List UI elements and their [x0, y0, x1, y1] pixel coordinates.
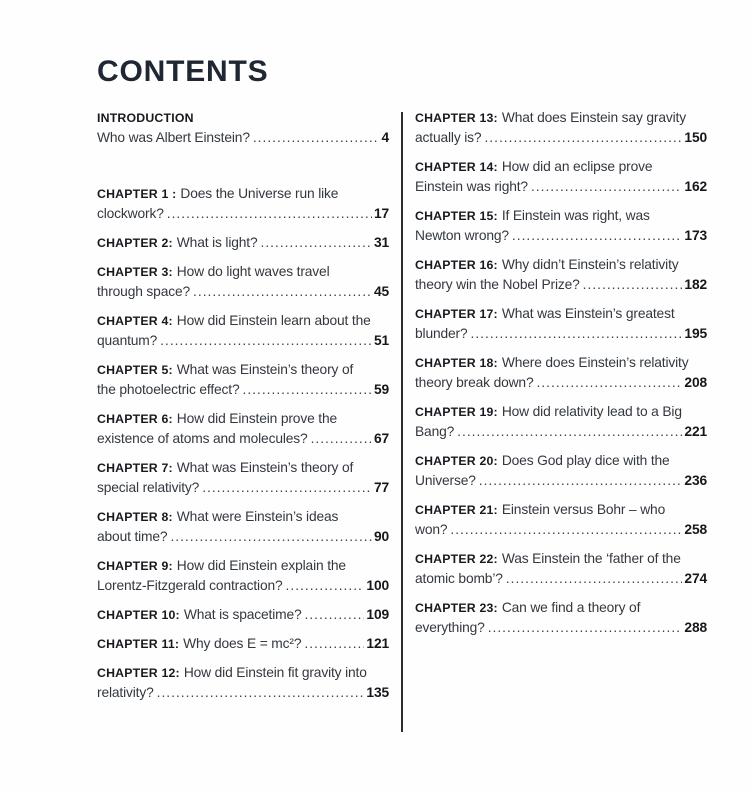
chapter-title: Why does E = mc²? [183, 636, 302, 651]
entry-last-line [97, 282, 389, 302]
chapter-label: CHAPTER 5: [97, 363, 173, 377]
page-number: 59 [373, 382, 389, 397]
page-number: 221 [684, 424, 707, 439]
page-number: 67 [373, 431, 389, 446]
entry-last-line [415, 618, 707, 638]
chapter-title: How did Einstein prove the [176, 411, 338, 426]
chapter-label: CHAPTER 11: [97, 637, 180, 651]
entry-first-line [97, 663, 389, 683]
chapter-label: CHAPTER 12: [97, 666, 180, 680]
chapter-label: CHAPTER 9: [97, 559, 173, 573]
entry-first-line [97, 311, 389, 331]
dot-leader [512, 226, 683, 246]
toc-entry [415, 402, 707, 442]
chapter-label: CHAPTER 15: [415, 209, 498, 223]
toc-entry [415, 304, 707, 344]
toc-entry [97, 233, 389, 253]
page-number: 288 [684, 620, 707, 635]
intro-label: INTRODUCTION [97, 111, 194, 125]
entry-last-line [97, 605, 389, 625]
chapter-label: CHAPTER 3: [97, 265, 173, 279]
chapter-title: What is spacetime? [183, 607, 302, 622]
chapter-label: CHAPTER 13: [415, 111, 498, 125]
dot-leader [311, 429, 372, 449]
page-number: 173 [684, 228, 707, 243]
page-number: 208 [684, 375, 707, 390]
chapter-label: CHAPTER 20: [415, 454, 498, 468]
entry-first-line [97, 360, 389, 380]
page-number: 258 [684, 522, 707, 537]
chapter-title: What was Einstein’s theory of [176, 362, 354, 377]
intro-title: Who was Albert Einstein? [97, 130, 250, 145]
chapter-title: How did an eclipse prove [501, 159, 653, 174]
toc-column-left [97, 108, 389, 712]
page-number: 274 [684, 571, 707, 586]
chapter-title: about time? [97, 529, 168, 544]
entry-last-line [415, 569, 707, 589]
page-number: 182 [684, 277, 707, 292]
toc-entry [97, 634, 389, 654]
entry-last-line [415, 520, 707, 540]
chapter-label: CHAPTER 2: [97, 236, 173, 250]
chapter-title: Why didn’t Einstein’s relativity [501, 257, 679, 272]
entry-last-line [97, 429, 389, 449]
dot-leader [167, 204, 372, 224]
entry-first-line [415, 255, 707, 275]
chapter-label: CHAPTER 17: [415, 307, 498, 321]
page-number: 45 [373, 284, 389, 299]
dot-leader [157, 683, 365, 703]
entry-first-line [97, 262, 389, 282]
toc-entry [415, 549, 707, 589]
chapter-title: theory break down? [415, 375, 534, 390]
entry-last-line [97, 634, 389, 654]
chapter-title: theory win the Nobel Prize? [415, 277, 580, 292]
chapter-title: What does Einstein say gravity [501, 110, 686, 125]
page-number: 162 [684, 179, 707, 194]
chapter-title: Bang? [415, 424, 455, 439]
entry-last-line [97, 380, 389, 400]
entry-first-line [415, 304, 707, 324]
page-number: 77 [373, 480, 389, 495]
chapter-title: through space? [97, 284, 191, 299]
page-number: 150 [684, 130, 707, 145]
dot-leader [253, 128, 380, 148]
entry-last-line [97, 527, 389, 547]
entry-first-line [415, 598, 707, 618]
dot-leader [193, 282, 372, 302]
page-number: 109 [366, 607, 389, 622]
dot-leader [202, 478, 372, 498]
chapter-title: How did relativity lead to a Big [501, 404, 682, 419]
chapter-title: special relativity? [97, 480, 200, 495]
entry-last-line [415, 226, 707, 246]
entry-first-line [97, 507, 389, 527]
chapter-title: What was Einstein’s greatest [501, 306, 675, 321]
toc-entry [415, 451, 707, 491]
entry-first-line [415, 500, 707, 520]
toc-entry [97, 184, 389, 224]
chapter-title: Newton wrong? [415, 228, 509, 243]
page-number: 121 [366, 636, 389, 651]
toc-entry [415, 353, 707, 393]
chapter-label: CHAPTER 18: [415, 356, 498, 370]
dot-leader [479, 471, 683, 491]
toc-entry [415, 598, 707, 638]
chapter-title: Einstein versus Bohr – who [501, 502, 666, 517]
chapter-title: actually is? [415, 130, 482, 145]
chapter-title: atomic bomb’? [415, 571, 503, 586]
entry-last-line [415, 422, 707, 442]
dot-leader [170, 527, 372, 547]
toc-entry [97, 507, 389, 547]
chapter-title: Einstein was right? [415, 179, 528, 194]
chapter-label: CHAPTER 22: [415, 552, 498, 566]
toc-entry [415, 255, 707, 295]
toc-intro-entry [97, 108, 389, 148]
dot-leader [488, 618, 683, 638]
chapter-label: CHAPTER 1 : [97, 187, 177, 201]
toc-column-right [415, 108, 707, 647]
chapter-label: CHAPTER 4: [97, 314, 173, 328]
chapter-label: CHAPTER 19: [415, 405, 498, 419]
entry-last-line [97, 576, 389, 596]
entry-last-line [415, 471, 707, 491]
chapter-title: Does God play dice with the [501, 453, 670, 468]
entry-last-line [415, 324, 707, 344]
entry-last-line [97, 683, 389, 703]
chapter-title: What is light? [176, 235, 258, 250]
entry-last-line [97, 204, 389, 224]
dot-leader [484, 128, 682, 148]
chapter-title: Was Einstein the ‘father of the [501, 551, 681, 566]
chapter-label: CHAPTER 23: [415, 601, 498, 615]
entry-last-line [415, 275, 707, 295]
entry-first-line [415, 108, 707, 128]
toc-entry [97, 605, 389, 625]
entry-first-line [415, 157, 707, 177]
chapter-title: Universe? [415, 473, 476, 488]
page-number: 90 [373, 529, 389, 544]
chapter-title: existence of atoms and molecules? [97, 431, 308, 446]
dot-leader [583, 275, 683, 295]
chapter-title: Can we find a theory of [501, 600, 641, 615]
page-number: 4 [381, 130, 389, 145]
entry-first-line [415, 549, 707, 569]
toc-entry [415, 108, 707, 148]
toc-entry [415, 206, 707, 246]
dot-leader [450, 520, 682, 540]
entry-last-line [97, 233, 389, 253]
dot-leader [457, 422, 682, 442]
chapter-title: Does the Universe run like [180, 186, 339, 201]
chapter-label: CHAPTER 21: [415, 503, 498, 517]
chapter-title: What was Einstein’s theory of [176, 460, 354, 475]
chapter-label: CHAPTER 10: [97, 608, 180, 622]
chapter-title: Lorentz-Fitzgerald contraction? [97, 578, 283, 593]
chapter-title: relativity? [97, 685, 154, 700]
chapter-title: If Einstein was right, was [501, 208, 650, 223]
chapter-label: CHAPTER 8: [97, 510, 173, 524]
toc-entry [97, 360, 389, 400]
dot-leader [531, 177, 682, 197]
entry-last-line [415, 373, 707, 393]
page-title: CONTENTS [97, 55, 269, 88]
entry-last-line [415, 128, 707, 148]
toc-entry [97, 556, 389, 596]
entry-first-line [415, 451, 707, 471]
chapter-title: the photoelectric effect? [97, 382, 240, 397]
toc-entry [97, 409, 389, 449]
chapter-label: CHAPTER 7: [97, 461, 173, 475]
page-number: 195 [684, 326, 707, 341]
chapter-label: CHAPTER 14: [415, 160, 498, 174]
dot-leader [243, 380, 372, 400]
chapter-title: How did Einstein explain the [176, 558, 346, 573]
page-number: 100 [366, 578, 389, 593]
page-number: 31 [373, 235, 389, 250]
entry-first-line [415, 353, 707, 373]
toc-entry [97, 458, 389, 498]
dot-leader [506, 569, 683, 589]
dot-leader [160, 331, 372, 351]
dot-leader [536, 373, 682, 393]
entry-last-line [97, 478, 389, 498]
page-number: 17 [373, 206, 389, 221]
toc-entry [97, 262, 389, 302]
chapter-title: Where does Einstein’s relativity [501, 355, 689, 370]
chapter-title: quantum? [97, 333, 158, 348]
chapter-label: CHAPTER 16: [415, 258, 498, 272]
chapter-label: CHAPTER 6: [97, 412, 173, 426]
chapter-title: clockwork? [97, 206, 164, 221]
entry-last-line [415, 177, 707, 197]
dot-leader [261, 233, 372, 253]
toc-entry [97, 311, 389, 351]
dot-leader [304, 634, 364, 654]
chapter-title: everything? [415, 620, 485, 635]
entry-first-line [97, 458, 389, 478]
page-number: 135 [366, 685, 389, 700]
chapter-title: blunder? [415, 326, 468, 341]
column-divider-rule [401, 112, 403, 732]
chapter-title: How did Einstein fit gravity into [183, 665, 367, 680]
chapter-title: How do light waves travel [176, 264, 330, 279]
entry-last-line [97, 331, 389, 351]
dot-leader [286, 576, 365, 596]
entry-first-line [97, 184, 389, 204]
entry-first-line [97, 556, 389, 576]
dot-leader [471, 324, 683, 344]
page-number: 236 [684, 473, 707, 488]
entry-first-line [415, 402, 707, 422]
page-number: 51 [373, 333, 389, 348]
chapter-title: won? [415, 522, 448, 537]
entry-first-line [415, 206, 707, 226]
toc-entry [415, 500, 707, 540]
entry-first-line [97, 409, 389, 429]
chapter-title: How did Einstein learn about the [176, 313, 371, 328]
toc-entry [97, 663, 389, 703]
chapter-title: What were Einstein’s ideas [176, 509, 339, 524]
toc-entry [415, 157, 707, 197]
dot-leader [305, 605, 365, 625]
